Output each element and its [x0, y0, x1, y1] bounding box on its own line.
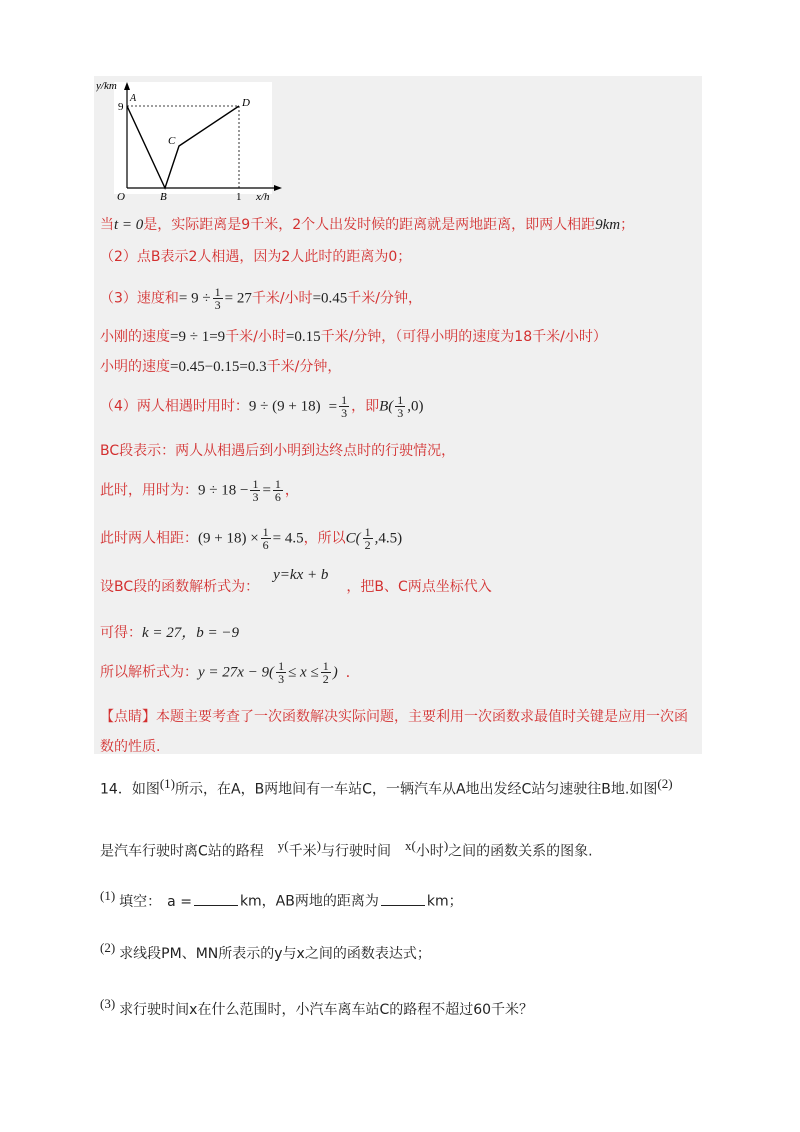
denominator: 6	[262, 538, 269, 552]
numerator: 1	[278, 659, 285, 673]
math: =	[262, 482, 271, 499]
distance-time-graph	[96, 76, 286, 202]
text: 小明的速度	[100, 359, 170, 375]
math: )	[332, 664, 338, 681]
question-14-part-2	[100, 940, 431, 963]
math: B(	[379, 398, 394, 415]
y-tick-label: 9	[118, 101, 124, 113]
text: 14．如图	[100, 781, 160, 798]
text: km，AB两地的距离为	[239, 893, 379, 910]
text: 可得：	[100, 625, 142, 641]
fraction	[273, 478, 283, 503]
math: y = 27x − 9(	[198, 664, 275, 681]
numerator: 1	[341, 393, 348, 407]
solution-line-4	[100, 328, 607, 346]
fraction	[395, 394, 405, 419]
fraction	[250, 478, 260, 503]
unit: 千米/小时	[225, 329, 286, 345]
math: = 4.5	[272, 530, 304, 547]
unit: 千米/分钟，（可得小明的速度为18千米/小时）	[320, 329, 607, 345]
question-14-line-1	[100, 776, 673, 799]
math: =	[328, 398, 338, 415]
x-tick-label: 1	[236, 191, 242, 202]
text: ；	[620, 217, 635, 233]
dianjing-line-2: 数的性质.	[100, 739, 161, 755]
denominator: 3	[252, 490, 259, 504]
figure-ref: (1)	[159, 776, 175, 791]
fraction	[213, 286, 223, 311]
denominator: 2	[322, 672, 329, 686]
math: (9 + 18) ×	[198, 530, 259, 547]
solution-line-1	[100, 216, 634, 234]
math: =0.15	[285, 329, 321, 345]
numerator: 1	[262, 525, 269, 539]
text: ．	[345, 664, 360, 681]
x-axis-arrow	[274, 185, 282, 191]
origin-label: O	[117, 191, 125, 202]
solution-line-12	[100, 660, 360, 685]
math: =0.45	[312, 290, 348, 307]
solution-line-5	[100, 358, 341, 376]
text: 此时两人相距：	[100, 530, 198, 547]
solution-line-10	[100, 567, 492, 596]
question-14-part-1	[100, 888, 463, 911]
answer-blank-a[interactable]	[194, 893, 238, 906]
unit: 千米/小时	[251, 290, 313, 307]
math: ,0)	[407, 398, 424, 415]
math: C(	[345, 530, 361, 547]
text: 当	[100, 217, 114, 233]
text: 设BC段的函数解析式为：	[100, 579, 260, 595]
unit: 千米	[288, 843, 317, 860]
numerator: 1	[252, 477, 259, 491]
solution-line-2: （2）点B表示2人相遇，因为2人此时的距离为0；	[100, 249, 412, 265]
text: 与行驶时间	[320, 843, 391, 860]
x-axis-label: x/h	[256, 191, 270, 202]
text: （3）速度和	[100, 290, 179, 307]
math: )	[443, 838, 449, 853]
math: ,4.5)	[374, 530, 403, 547]
text: ，即	[351, 398, 380, 415]
solution-line-8	[100, 478, 299, 503]
math: )	[316, 838, 321, 853]
text: km；	[426, 893, 463, 910]
answer-blank-ab[interactable]	[381, 893, 425, 906]
math: = 27	[224, 290, 252, 307]
text: 是汽车行驶时离C站的路程	[100, 843, 264, 860]
denominator: 6	[274, 490, 281, 504]
math: = 9 ÷	[178, 290, 211, 307]
text: 此时，用时为：	[100, 482, 198, 499]
point-c-label: C	[168, 135, 176, 147]
denominator: 3	[278, 672, 285, 686]
math: k = 27，b = −9	[142, 625, 240, 641]
math: y(	[277, 838, 289, 853]
part-number: (3)	[100, 996, 116, 1011]
numerator: 1	[214, 285, 221, 299]
part-number: (1)	[100, 888, 116, 903]
solution-line-3	[100, 286, 422, 311]
text: a =	[167, 893, 192, 910]
y-axis-label: y/km	[96, 80, 117, 92]
solution-line-7: BC段表示：两人从相遇后到小明到达终点时的行驶情况，	[100, 443, 456, 459]
math: 9 ÷ 18 −	[198, 482, 249, 499]
fraction	[363, 526, 373, 551]
fraction	[339, 394, 349, 419]
text: ，所以	[303, 530, 346, 547]
numerator: 1	[322, 659, 329, 673]
dianjing-line-1: 【点睛】本题主要考查了一次函数解决实际问题，主要利用一次函数求最值时关键是应用一次函	[100, 709, 688, 725]
point-d-label: D	[242, 97, 250, 109]
denominator: 3	[397, 406, 404, 420]
text: （4）两人相遇时用时：	[100, 398, 249, 415]
numerator: 1	[364, 525, 371, 539]
point-b-label: B	[160, 191, 167, 202]
denominator: 3	[214, 298, 221, 312]
math: 9km	[595, 217, 621, 233]
text: 求行驶时间x在什么范围时，小汽车离车站C的路程不超过60千米？	[119, 1001, 534, 1018]
math: =0.45−0.15=0.3	[170, 359, 267, 375]
solution-line-11	[100, 624, 239, 642]
question-14-line-2	[100, 838, 593, 861]
math: y=kx + b	[273, 567, 329, 583]
question-14-part-3	[100, 996, 533, 1019]
fraction	[276, 660, 286, 685]
text: 所以解析式为：	[100, 664, 198, 681]
unit: 千米/分钟，	[347, 290, 422, 307]
math: t = 0	[114, 217, 144, 233]
text: ，	[284, 482, 299, 499]
figure-ref: (2)	[657, 776, 673, 791]
text: 小刚的速度	[100, 329, 170, 345]
denominator: 2	[364, 538, 371, 552]
text: ，把B、C两点坐标代入	[346, 579, 492, 595]
text: 是，实际距离是9千米，2个人出发时候的距离就是两地距离，即两人相距	[143, 217, 596, 233]
solution-line-6	[100, 394, 424, 419]
fraction	[321, 660, 331, 685]
unit: 小时	[415, 843, 444, 860]
solution-line-9	[100, 526, 402, 551]
math: 9 ÷ (9 + 18)	[248, 398, 321, 415]
text: 所示，在A，B两地间有一车站C，一辆汽车从A地出发经C站匀速驶往B地.如图	[175, 781, 658, 798]
text: 求线段PM、MN所表示的y与x之间的函数表达式；	[119, 945, 431, 962]
math: =9 ÷ 1=9	[170, 329, 226, 345]
numerator: 1	[397, 393, 404, 407]
point-a-label: A	[130, 93, 137, 104]
math: x(	[404, 838, 416, 853]
text: 之间的函数关系的图象.	[448, 843, 593, 860]
fraction	[261, 526, 271, 551]
denominator: 3	[341, 406, 348, 420]
text: 填空：	[119, 893, 162, 910]
math: ≤ x ≤	[288, 664, 319, 681]
unit: 千米/分钟，	[266, 359, 342, 375]
numerator: 1	[274, 477, 281, 491]
part-number: (2)	[100, 940, 116, 955]
